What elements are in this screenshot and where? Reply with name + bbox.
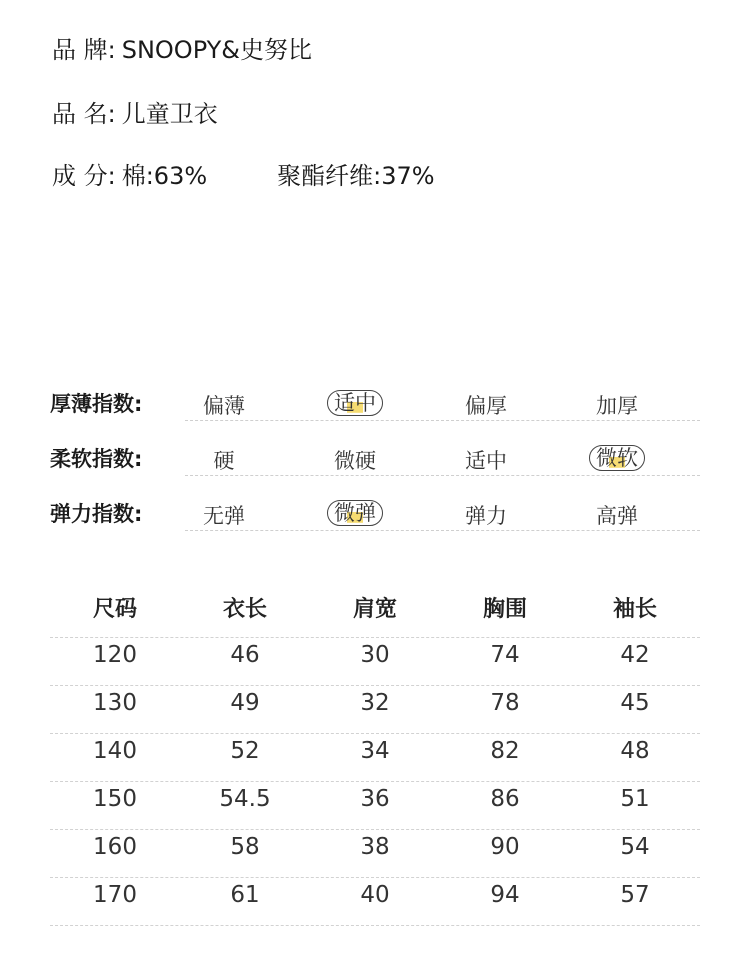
cotton-value: 棉:63% [121, 162, 208, 190]
cell-size: 140 [93, 738, 137, 764]
table-row [50, 638, 700, 686]
cell-length: 49 [230, 690, 260, 716]
product-name-value: 儿童卫衣 [121, 100, 218, 128]
cell-length: 54.5 [219, 786, 271, 812]
elasticity-option-slight-selected: 微弹 [305, 500, 405, 526]
composition-label: 成 分: [52, 162, 116, 190]
product-name-label: 品 名: [52, 100, 116, 128]
cell-size: 160 [93, 834, 137, 860]
cell-chest: 86 [490, 786, 520, 812]
softness-option-slightly-hard: 微硬 [334, 449, 376, 473]
cell-sleeve: 51 [620, 786, 650, 812]
cell-shoulder: 36 [360, 786, 390, 812]
size-table-header [50, 590, 700, 638]
cell-length: 52 [230, 738, 260, 764]
elasticity-option-elastic: 弹力 [465, 504, 507, 528]
size-table [50, 590, 700, 926]
header-length: 衣长 [222, 597, 267, 622]
thickness-option-extra-thick: 加厚 [596, 394, 638, 418]
brand-line [52, 30, 312, 65]
softness-option-medium: 适中 [465, 449, 507, 473]
table-row [50, 830, 700, 878]
cell-sleeve: 57 [620, 882, 650, 908]
softness-option-slightly-soft-selected: 微软 [567, 445, 667, 471]
cell-sleeve: 48 [620, 738, 650, 764]
header-chest: 胸围 [482, 597, 527, 622]
elasticity-index-label: 弹力指数: [50, 502, 143, 526]
divider [185, 530, 700, 531]
composition-line [52, 156, 435, 191]
cell-shoulder: 30 [360, 642, 390, 668]
header-sleeve: 袖长 [612, 597, 657, 622]
softness-index-label: 柔软指数: [50, 447, 143, 471]
table-row [50, 878, 700, 926]
thickness-option-thick: 偏厚 [465, 394, 507, 418]
elasticity-option-high: 高弹 [596, 504, 638, 528]
cell-shoulder: 40 [360, 882, 390, 908]
header-shoulder: 肩宽 [352, 597, 397, 622]
thickness-option-medium-selected: 适中 [305, 390, 405, 416]
cell-chest: 82 [490, 738, 520, 764]
thickness-index-label: 厚薄指数: [50, 392, 143, 416]
cell-length: 46 [230, 642, 260, 668]
table-row [50, 782, 700, 830]
table-row [50, 686, 700, 734]
cell-chest: 78 [490, 690, 520, 716]
cell-shoulder: 34 [360, 738, 390, 764]
product-name-line [52, 94, 218, 129]
cell-chest: 90 [490, 834, 520, 860]
cell-size: 120 [93, 642, 137, 668]
cell-shoulder: 38 [360, 834, 390, 860]
cell-shoulder: 32 [360, 690, 390, 716]
brand-label: 品 牌: [52, 36, 116, 64]
cell-chest: 74 [490, 642, 520, 668]
header-size: 尺码 [92, 597, 137, 622]
cell-sleeve: 54 [620, 834, 650, 860]
divider [50, 925, 700, 926]
elasticity-index-row [50, 498, 700, 552]
cell-sleeve: 42 [620, 642, 650, 668]
cell-size: 130 [93, 690, 137, 716]
thickness-index-row [50, 388, 700, 442]
softness-option-hard: 硬 [213, 449, 235, 473]
divider [185, 475, 700, 476]
polyester-value: 聚酯纤维:37% [277, 162, 435, 190]
thickness-option-thin: 偏薄 [203, 394, 245, 418]
divider [185, 420, 700, 421]
cell-size: 170 [93, 882, 137, 908]
elasticity-option-none: 无弹 [203, 504, 245, 528]
brand-value: SNOOPY&史努比 [121, 36, 313, 64]
softness-index-row [50, 443, 700, 497]
cell-sleeve: 45 [620, 690, 650, 716]
cell-chest: 94 [490, 882, 520, 908]
cell-length: 58 [230, 834, 260, 860]
table-row [50, 734, 700, 782]
cell-length: 61 [230, 882, 260, 908]
cell-size: 150 [93, 786, 137, 812]
